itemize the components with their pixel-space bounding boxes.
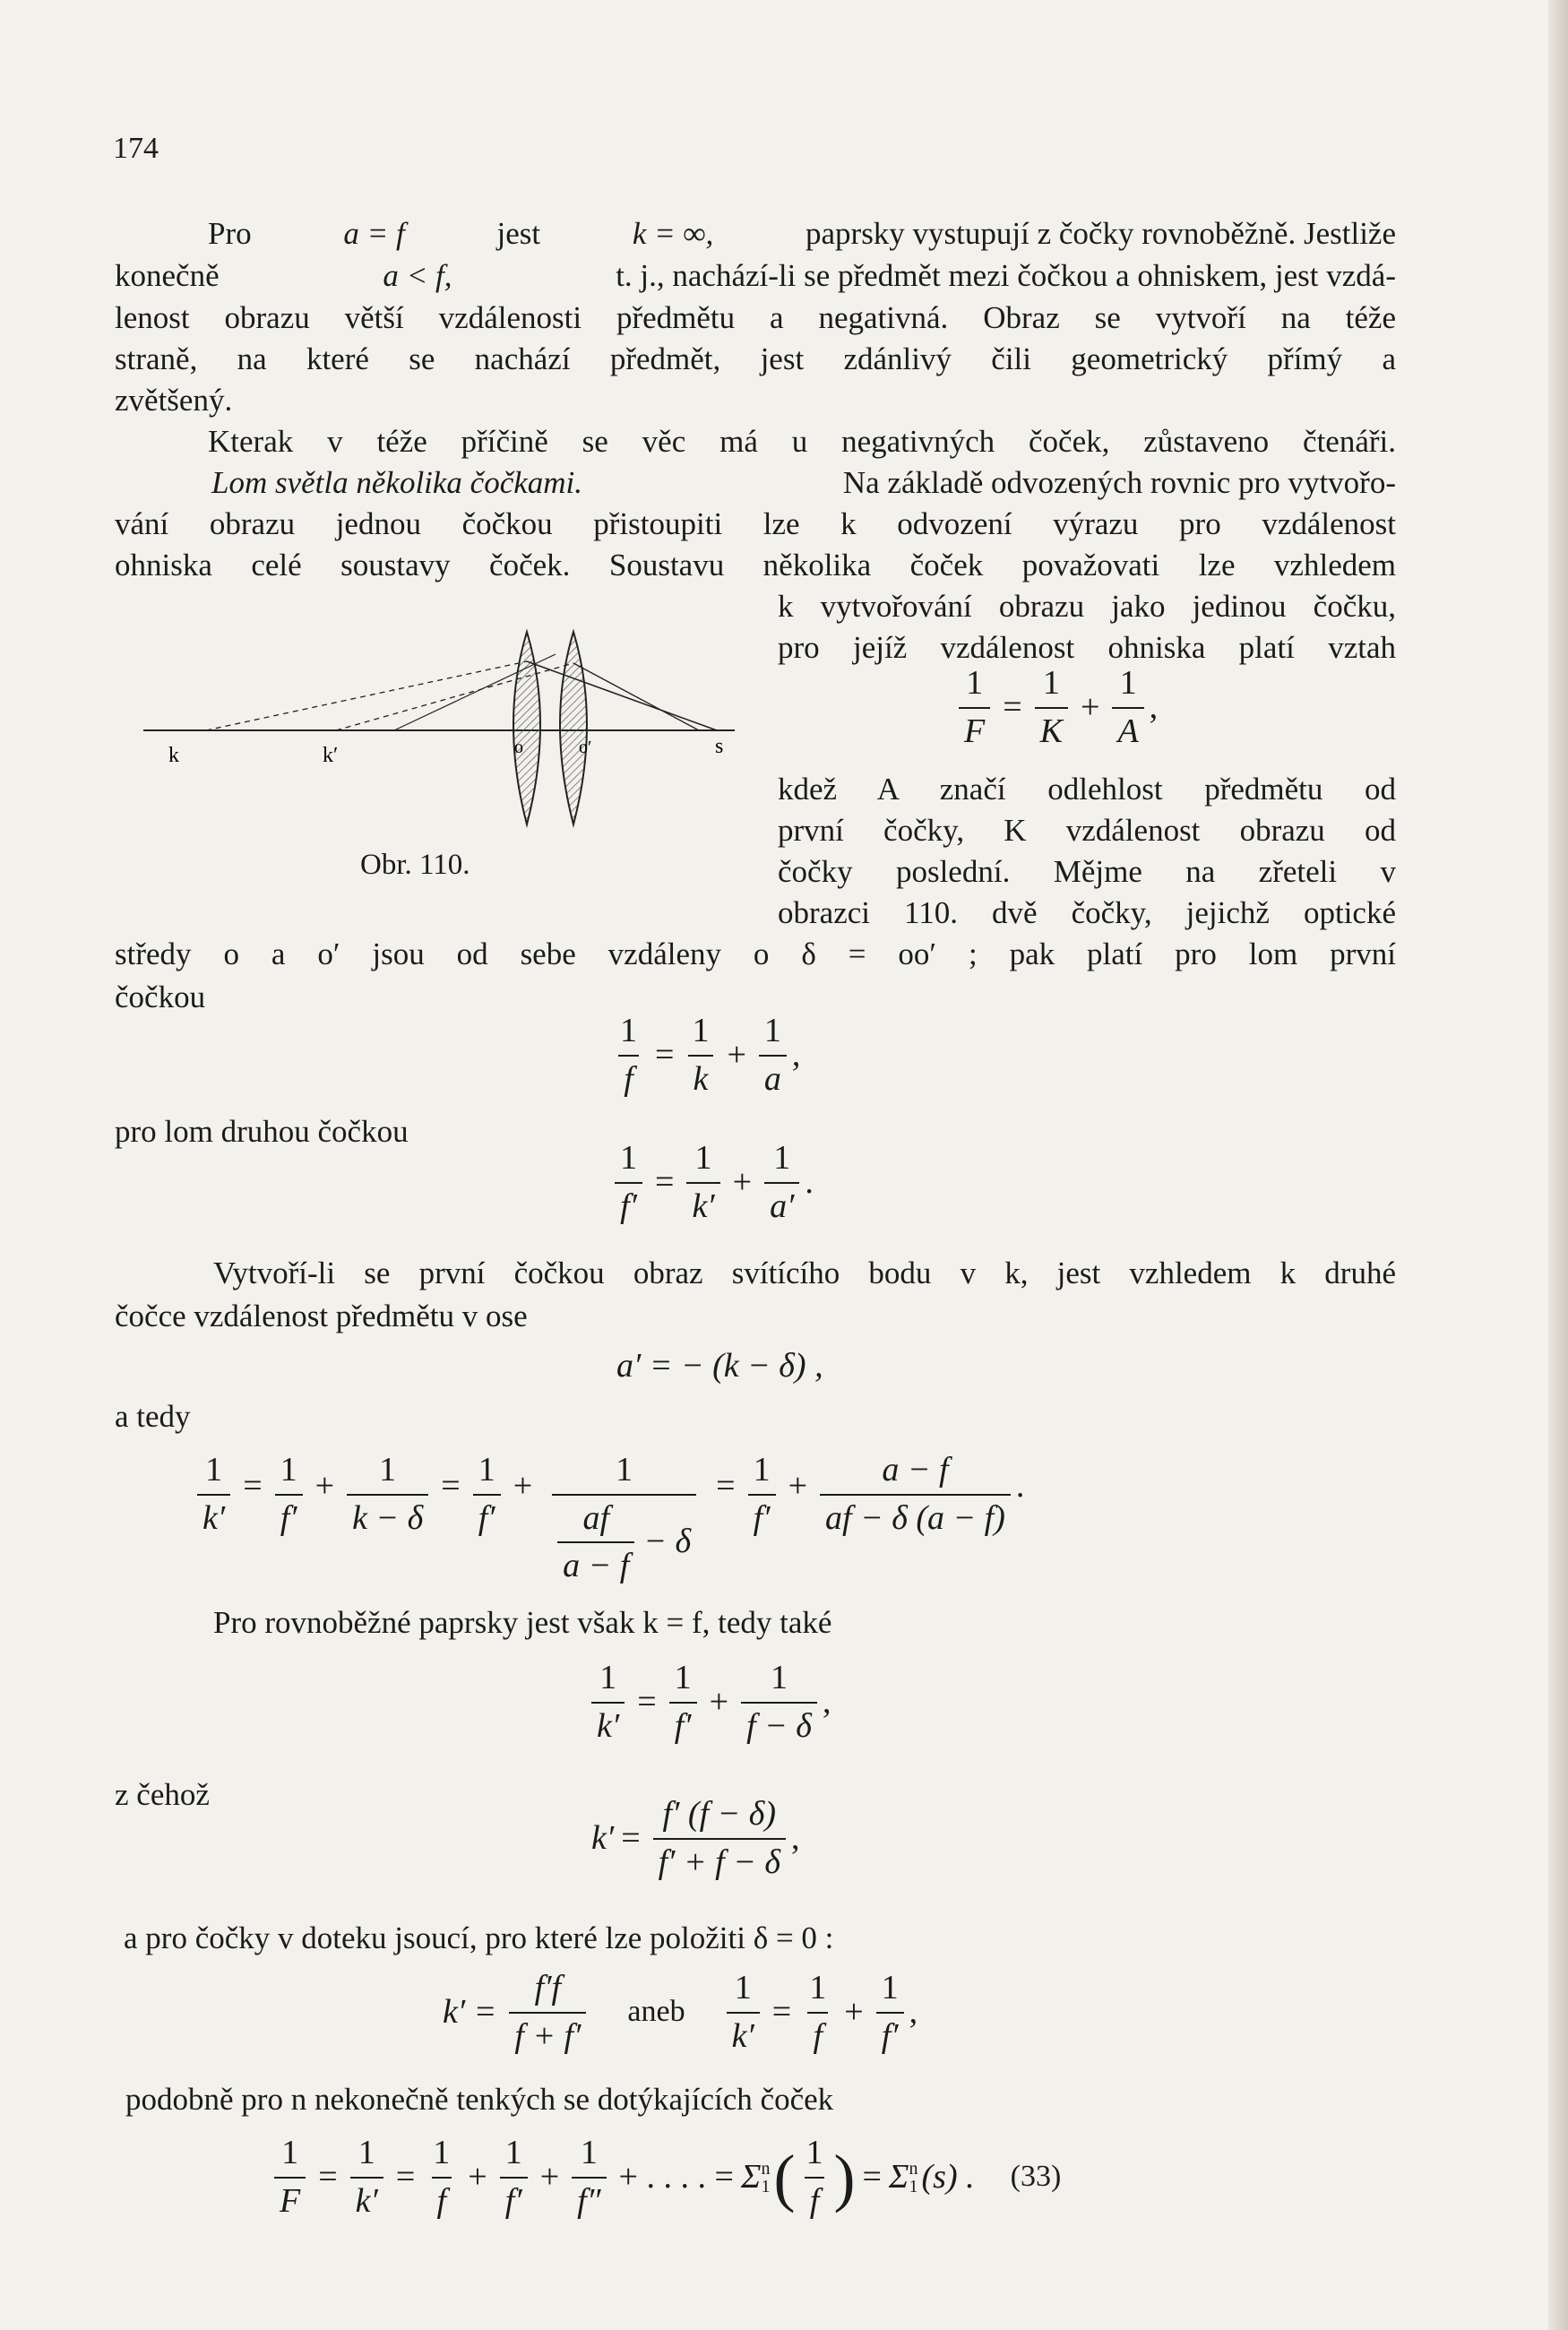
text-second-lens: pro lom druhou čočkou	[115, 1114, 409, 1149]
paragraph-2: Kterak v téže příčině se věc má u negativných čoček, zůstaveno čtenáři.	[208, 424, 1396, 459]
section-title: Lom světla několika čočkami.	[211, 465, 583, 500]
equation-k-prime: k′ = $\frac{f' (f - \delta)}{f' + f - \delta}$ ,	[591, 1794, 800, 1883]
paragraph-1-line-2: konečně a < f, t. j., nachází-li se předmět mezi čočkou a ohniskem, jest vzdá-	[115, 258, 1396, 293]
equation-first-lens: $\frac{1}{f}$ = $\frac{1}{k}$ + $\frac{1}{a}$ ,	[609, 1011, 800, 1100]
label-o: o	[514, 738, 523, 757]
para-4: Pro rovnoběžné paprsky jest však k = f, tedy také	[213, 1605, 832, 1640]
page-edge	[1548, 0, 1568, 2330]
label-k-prime: k′	[323, 744, 339, 767]
text-z-cehoz: z čehož	[115, 1777, 210, 1812]
paragraph-1-line-1: Pro a = f jest k = ∞, paprsky vystupují z čočky rovnoběžně. Jestliže	[208, 216, 1396, 251]
equation-a-prime: a′ = − (k − δ) ,	[616, 1347, 823, 1385]
text-a-tedy: a tedy	[115, 1399, 191, 1434]
text-n-lenses: podobně pro n nekonečně tenkých se dotýkajících čoček	[125, 2082, 834, 2117]
section-line-3: ohniska celé soustavy čoček. Soustavu několika čoček považovati lze vzhledem	[115, 548, 1396, 582]
para-3-line-2: čočce vzdálenost předmětu v ose	[115, 1299, 528, 1333]
text-contact: a pro čočky v doteku jsoucí, pro které lze položiti δ = 0 :	[124, 1920, 834, 1955]
desc-line-3: čočky poslední. Mějme na zřeteli v	[778, 854, 1396, 889]
equation-contact: k′ = $\frac{f'f}{f + f'}$ aneb $\frac{1}{k'}$ = $\frac{1}{f}$ + $\frac{1}{f'}$ ,	[443, 1968, 918, 2057]
paragraph-1-line-4: straně, na které se nachází předmět, jest zdánlivý čili geometrický přímý a	[115, 341, 1396, 376]
page-number: 174	[113, 132, 159, 165]
paragraph-1-line-5: zvětšený.	[115, 383, 233, 418]
desc-line-6: čočkou	[115, 979, 206, 1014]
section-line-2: vání obrazu jednou čočkou přistoupiti lze k odvození výrazu pro vzdálenost	[115, 506, 1396, 541]
para-3-line-1: Vytvoří-li se první čočkou obraz svítícího bodu v k, jest vzhledem k druhé	[213, 1256, 1396, 1290]
desc-line-5: středy o a o′ jsou od sebe vzdáleny o δ = oo′ ; pak platí pro lom první	[115, 936, 1396, 971]
section-line-4: k vytvořování obrazu jako jedinou čočku,	[778, 589, 1396, 624]
lens-first	[513, 632, 540, 824]
label-k: k	[168, 744, 179, 767]
equation-parallel: $\frac{1}{k'}$ = $\frac{1}{f'}$ + $\frac{1}{f - \delta}$ ,	[586, 1658, 831, 1747]
ray-second	[573, 663, 699, 730]
label-o-prime: o′	[579, 738, 592, 757]
desc-line-4: obrazci 110. dvě čočky, jejichž optické	[778, 895, 1396, 930]
section-line-5: pro jejíž vzdálenost ohniska platí vztah	[778, 630, 1396, 665]
lens-second	[560, 632, 587, 824]
equation-system-focus: $\frac{1}{F}$ = $\frac{1}{K}$ + $\frac{1}{A}$ ,	[953, 663, 1158, 752]
label-s: s	[715, 735, 724, 758]
equation-second-lens: $\frac{1}{f'}$ = $\frac{1}{k'}$ + $\frac{1}{a'}$ .	[609, 1138, 814, 1227]
section-line-1: Lom světla několika čočkami. Na základě odvozených rovnic pro vytvořo-	[211, 465, 1396, 500]
ray-to-s	[527, 661, 717, 730]
desc-line-1: kdež A značí odlehlost předmětu od	[778, 772, 1396, 807]
paragraph-1-line-3: lenost obrazu větší vzdálenosti předmětu a negativná. Obraz se vytvoří na téže	[115, 300, 1396, 335]
desc-line-2: první čočky, K vzdálenost obrazu od	[778, 813, 1396, 848]
equation-long: $\frac{1}{k'}$ = $\frac{1}{f'}$ + $\frac{1}{k - \delta}$ = $\frac{1}{f'}$ + 1 $\frac{af}{a - f}$ − δ = $\frac{1}{f'}$ + $\frac{a - f}{af - \delta (a - f)}$ .	[192, 1450, 1024, 1587]
lens-figure	[125, 618, 771, 851]
figure-caption: Obr. 110.	[360, 849, 470, 881]
ray-dashed-k	[206, 661, 527, 730]
equation-number: (33)	[1010, 2160, 1062, 2194]
equation-final: $\frac{1}{F}$ = $\frac{1}{k'}$ = $\frac{1}{f}$ + $\frac{1}{f'}$ + $\frac{1}{f''}$ + . . . . = Σ n 1 ( $\frac{1}{f}$ ) = Σ n 1 (s) . (33)	[269, 2133, 1061, 2222]
